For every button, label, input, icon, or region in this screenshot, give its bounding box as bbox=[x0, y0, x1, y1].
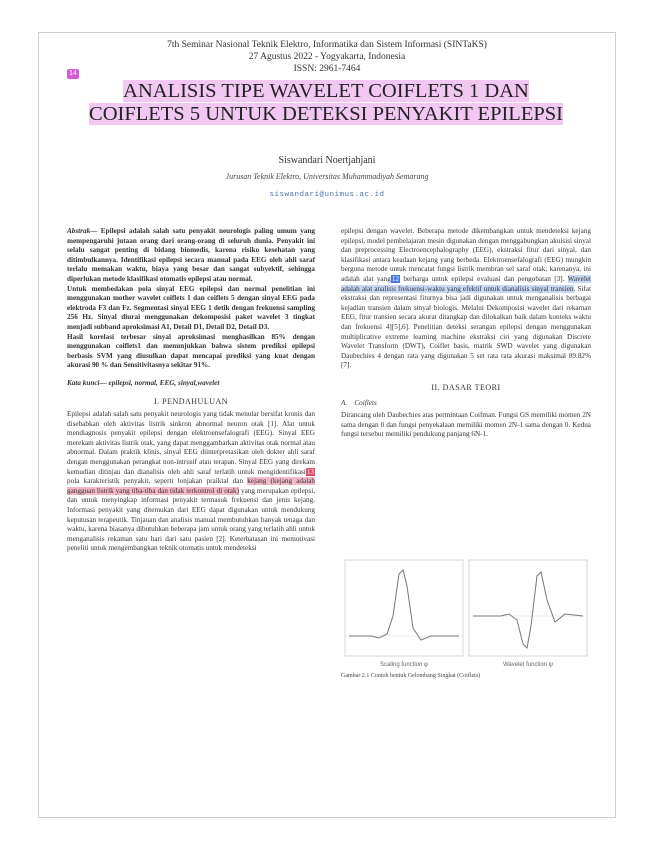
section-heading-intro: I. PENDAHULUAN bbox=[153, 396, 229, 406]
section-heading-theory: II. DASAR TEORI bbox=[431, 382, 501, 392]
highlight-pink[interactable]: kejang (kejang adalah gangguan listrik yang tiba-tiba dan tidak terkontrol di otak) bbox=[67, 477, 315, 495]
intro-text-c: yang merupakan epilepsi, dan untuk menyingkap informasi penyakit termasuk frekuensi dan jenis kejang. Informasi penyakit yang ditemukan dari EEG dapat digunakan untuk mendukung keputusan terapeutik. Tinjauan dan analisis manual membutuhkan banyak tenaga dan waktu, karena biasanya dibutuhkan beberapa jam untuk orang yang terlatih ahli untuk menganalisis rekaman satu hari dari satu pasien [2]. Keterbatasan ini memotivasi peneliti untuk mengembangkan teknik otomatis untuk mendeteksi bbox=[67, 486, 315, 553]
paper-title bbox=[73, 80, 579, 126]
abstract-p1 bbox=[67, 227, 315, 285]
figure-caption: Gambar 2.1 Contoh bentuk Gelombang Singkat (Coiflets) bbox=[341, 673, 481, 679]
subsection-label: A. bbox=[341, 398, 348, 407]
scaling-label: Scaling function φ bbox=[380, 662, 428, 668]
abstract-p2: Untuk membedakan pola sinyal EEG epilepsi dan normal penelitian ini menggunakan mother wavelet coiflets 1 dan coiflets 5 dengan sinyal EEG pada elektroda F3 dan Fz. Segmentasi sinyal EEG 1 detik dengan frekuensi sampling 256 Hz. Sinyal diurai menggunakan dekomposisi paket wavelet 3 tingkat menjadi subband aproksimasi A1, Detail D1, Detail D2, Detail D3. bbox=[67, 284, 315, 331]
scaling-plot bbox=[345, 560, 463, 656]
abstract-text-1: — Epilepsi adalah salah satu penyakit neurologis paling umum yang mempengaruhi jutaan orang dari orang-orang di seluruh dunia. Penyakit ini selalu sangat penting di bidang biomedis, karena risiko kesehatan yang ditimbulkannya. Identifikasi epilepsi secara manual pada EEG oleh ahli saraf terlalu memakan waktu, biaya yang besar dan sangat subyektif, sehingga diperlukan metode klasifikasi otomatis epilepsi atau normal. bbox=[67, 227, 315, 283]
right-text-a: epilepsi dengan wavelet. Beberapa metode dikembangkan untuk mendeteksi kejang epilepsi, model pembelajaran mesin digunakan dengan menggabungkan akuisisi sinyal dan preprocessing Electroencephalography (EEG), ekstraksi fitur dari sinyal, dan klasifikasi antara keadaan kejang yang berbeda. Elektroensefalografi (EEG) mungkin berguna metode untuk mencatat fungsi listrik membran sel saraf otak; karenanya, ini adalah alat yang bbox=[341, 227, 591, 283]
coiflets-paragraph: Dirancang oleh Daubechies atas permintaan Coifman. Fungsi GS memiliki momen 2N sama dengan 0 dan fungsi penyekalaan memiliki momen 2N-1 sama dengan 0. Kedua fungsi tersebut memiliki pendukung panjang 6N-1. bbox=[341, 411, 591, 439]
intro-text-b: pola karakteristik penyakit, seperti lonjakan praiktal dan bbox=[67, 477, 248, 486]
wavelet-label: Wavelet function ψ bbox=[502, 662, 554, 668]
annotation-badge[interactable]: 14 bbox=[67, 69, 79, 79]
title-highlight[interactable]: ANALISIS TIPE WAVELET COIFLETS 1 DAN COIFLETS 5 UNTUK DETEKSI PENYAKIT EPILEPSI bbox=[89, 80, 563, 125]
annotation-marker-13[interactable]: 13 bbox=[306, 467, 314, 476]
issn: ISSN: 2961-7464 bbox=[293, 64, 361, 74]
author-email[interactable]: siswandari@unimus.ac.id bbox=[269, 191, 385, 199]
subsection-heading bbox=[341, 399, 591, 409]
coiflet-figure bbox=[341, 556, 591, 671]
intro-text-a: Epilepsi adalah salah satu penyakit neurologis yang tidak menular bersifat kronis dan disebabkan oleh aktivitas listrik sinkron abnormal neuron otak [1]. Alat untuk mendiagnosis penyakit epilepsi dengan elektroensefalografi (EEG). Sinyal EEG merekam aktivitas listrik otak, yang dapat menggambarkan aktivitas otak normal atau abnormal. Dalam praktik klinis, sinyal EEG diinterpretasikan oleh dokter ahli saraf dengan menggunakan perangkat non-intrusif atau terapan. Sinyal EEG yang direkam kemudian ditinjau dan dianalisis oleh ahli saraf terlatih untuk mengidentifikasi bbox=[67, 410, 315, 476]
affiliation: Jurusan Teknik Elektro, Universitas Muhammadiyah Semarang bbox=[225, 172, 429, 181]
right-column bbox=[341, 227, 591, 440]
conference-date: 27 Agustus 2022 - Yogyakarta, Indonesia bbox=[248, 52, 406, 62]
highlight-blue[interactable]: Wavelet adalah alat analisis frekuensi-waktu yang efektif untuk dianalisis sinyal transien bbox=[341, 274, 592, 293]
right-paragraph bbox=[341, 227, 591, 371]
abstract-label: Abstrak bbox=[67, 227, 91, 235]
wavelet-plot bbox=[469, 560, 587, 656]
conference-name: 7th Seminar Nasional Teknik Elektro, Informatika dan Sistem Informasi (SINTaKS) bbox=[167, 40, 487, 50]
keywords: Kata kunci— epilepsi, normal, EEG, sinyal,wavelet bbox=[67, 378, 220, 387]
paper-page bbox=[38, 32, 616, 818]
right-text-c: . Sifat ekstraksi dan representasi fiturnya bisa jadi digunakan untuk menganalisis berbagai kejadian transien dalam sinyal biologis. Melalui Dekomposisi wavelet dari rekaman EEG, fitur transien secara akurat ditangkap dan dilokalkan baik dalam konteks waktu dan frekuensi 4][5],6]. Penelitian deteksi serangan epilepsi dengan menggunakan multiplicative extreme learning machine ekstraksi ciri yang digunakan Discrete Wavelet Transform (DWT), Coiflet basis, matrik SWD wavelet yang digunakan Daubechies 4 dengan rata yang digunakan 5 set rata rata akurasi maksimal 89.82% [7]. bbox=[341, 284, 591, 370]
subsection-title: Coiflets bbox=[354, 398, 377, 407]
author-name: Siswandari Noertjahjani bbox=[278, 155, 376, 166]
annotation-marker-12[interactable]: 12 bbox=[391, 274, 399, 283]
right-text-b: berharga untuk epilepsi evaluasi dan pengobatan [3]. bbox=[400, 274, 568, 283]
intro-paragraph bbox=[67, 410, 315, 554]
left-column bbox=[67, 227, 315, 554]
abstract-p3: Hasil korelasi terbesar sinyal aproksimasi menghasilkan 85% dengan menggunakan coiflets1 dan menunjukkan bahwa sistem prediksi epilepsi berbasis SVM yang diusulkan dapat mencapai prediksi yang kuat dengan akurasi 90 % dan Sensitivitasnya sekitar 91%. bbox=[67, 332, 315, 370]
